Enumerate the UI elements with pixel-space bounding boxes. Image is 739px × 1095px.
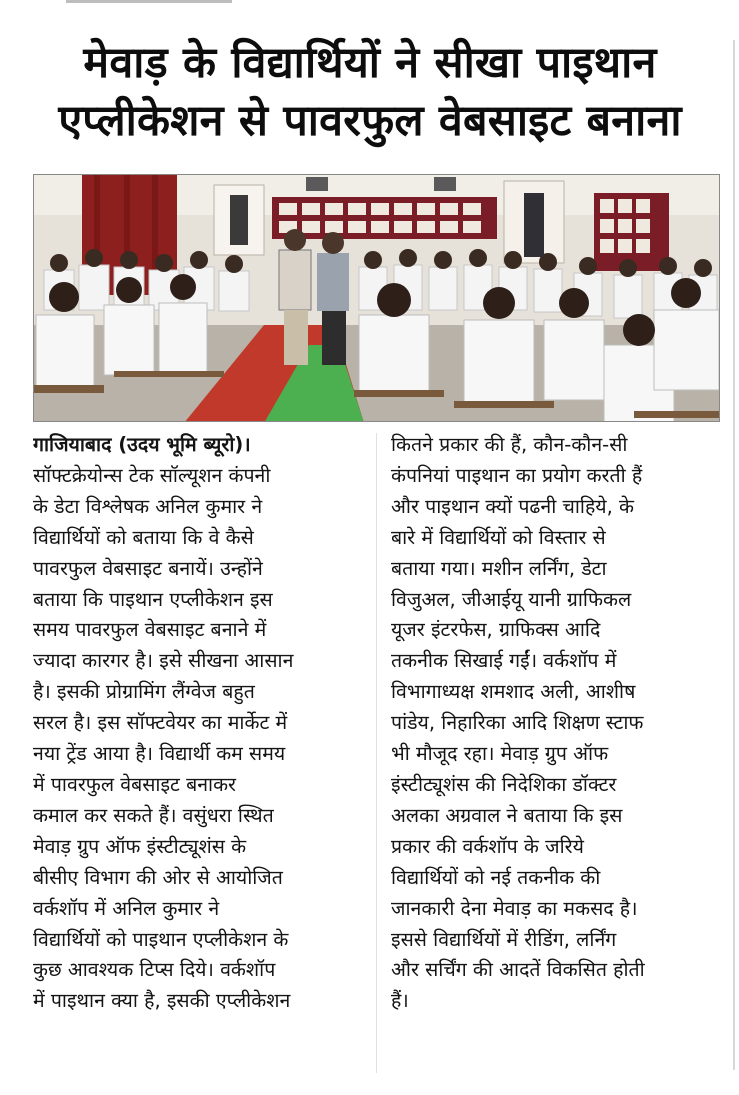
body-line: कंपनियां पाइथान का प्रयोग करती हैं xyxy=(391,463,643,487)
body-line: विजुअल, जीआईयू यानी ग्राफिकल xyxy=(391,587,632,611)
body-line: कमाल कर सकते हैं। वसुंधरा स्थित xyxy=(33,803,274,827)
body-line: मेवाड़ ग्रुप ऑफ इंस्टीट्यूशंस के xyxy=(33,834,247,858)
body-line: कितने प्रकार की हैं, कौन-कौन-सी xyxy=(391,433,628,456)
body-line: प्रकार की वर्कशॉप के जरिये xyxy=(391,834,584,858)
body-line: और सर्चिंग की आदतें विकसित होती xyxy=(391,958,645,982)
headline xyxy=(20,34,720,150)
body-line: विद्यार्थियों को नई तकनीक की xyxy=(391,865,601,889)
news-photo xyxy=(33,174,720,422)
body-line: सरल है। इस सॉफ्टवेयर का मार्केट में xyxy=(33,711,288,735)
body-line: तकनीक सिखाई गईं। वर्कशॉप में xyxy=(391,649,617,673)
body-line: और पाइथान क्यों पढनी चाहिये, के xyxy=(391,494,634,518)
top-rule xyxy=(66,0,232,3)
headline-line-1: मेवाड़ के विद्यार्थियों ने सीखा पाइथान xyxy=(83,38,657,88)
body-line: भी मौजूद रहा। मेवाड़ ग्रुप ऑफ xyxy=(391,742,609,766)
body-line: इससे विद्यार्थियों में रीडिंग, लर्निंग xyxy=(391,927,617,951)
body-line: पांडेय, निहारिका आदि शिक्षण स्टाफ xyxy=(391,711,644,735)
body-line: कुछ आवश्यक टिप्स दिये। वर्कशॉप xyxy=(33,958,276,982)
body-line: अलका अग्रवाल ने बताया कि इस xyxy=(391,803,623,827)
column-divider xyxy=(376,433,377,1073)
body-line: जानकारी देना मेवाड़ का मकसद है। xyxy=(391,896,638,920)
body-line: वर्कशॉप में अनिल कुमार ने xyxy=(33,896,220,920)
body-line: बताया कि पाइथान एप्लीकेशन इस xyxy=(33,587,273,611)
body-line: में पावरफुल वेबसाइट बनाकर xyxy=(33,772,237,796)
body-line: विद्यार्थियों को बताया कि वे कैसे xyxy=(33,525,254,549)
page-edge-rule xyxy=(733,40,735,1070)
body-line: सॉफ्टक्रेयोन्स टेक सॉल्यूशन कंपनी xyxy=(33,463,271,487)
body-line: विभागाध्यक्ष शमशाद अली, आशीष xyxy=(391,680,636,704)
classroom-photo-illustration xyxy=(34,175,720,422)
article-column-left xyxy=(33,430,363,1017)
body-line: ज्यादा कारगर है। इसे सीखना आसान xyxy=(33,649,294,673)
body-line: इंस्टीट्यूशंस की निदेशिका डॉक्टर xyxy=(391,772,617,796)
body-line: हैं। xyxy=(391,989,409,1013)
body-line: समय पावरफुल वेबसाइट बनाने में xyxy=(33,618,267,642)
body-line: यूजर इंटरफेस, ग्राफिक्स आदि xyxy=(391,618,601,642)
headline-line-2: एप्लीकेशन से पावरफुल वेबसाइट बनाना xyxy=(58,96,682,146)
body-line: बारे में विद्यार्थियों को विस्तार से xyxy=(391,525,606,549)
body-line: पावरफुल वेबसाइट बनायें। उन्होंने xyxy=(33,556,263,580)
body-line: में पाइथान क्या है, इसकी एप्लीकेशन xyxy=(33,989,291,1013)
body-line: बताया गया। मशीन लर्निंग, डेटा xyxy=(391,556,607,580)
body-line: बीसीए विभाग की ओर से आयोजित xyxy=(33,865,283,889)
body-line: है। इसकी प्रोग्रामिंग लैंग्वेज बहुत xyxy=(33,680,255,704)
body-line: के डेटा विश्लेषक अनिल कुमार ने xyxy=(33,494,263,518)
body-line: नया ट्रेंड आया है। विद्यार्थी कम समय xyxy=(33,742,286,766)
article-column-right xyxy=(391,430,721,1017)
body-line: विद्यार्थियों को पाइथान एप्लीकेशन के xyxy=(33,927,289,951)
dateline: गाजियाबाद (उदय भूमि ब्यूरो)। xyxy=(33,433,251,456)
